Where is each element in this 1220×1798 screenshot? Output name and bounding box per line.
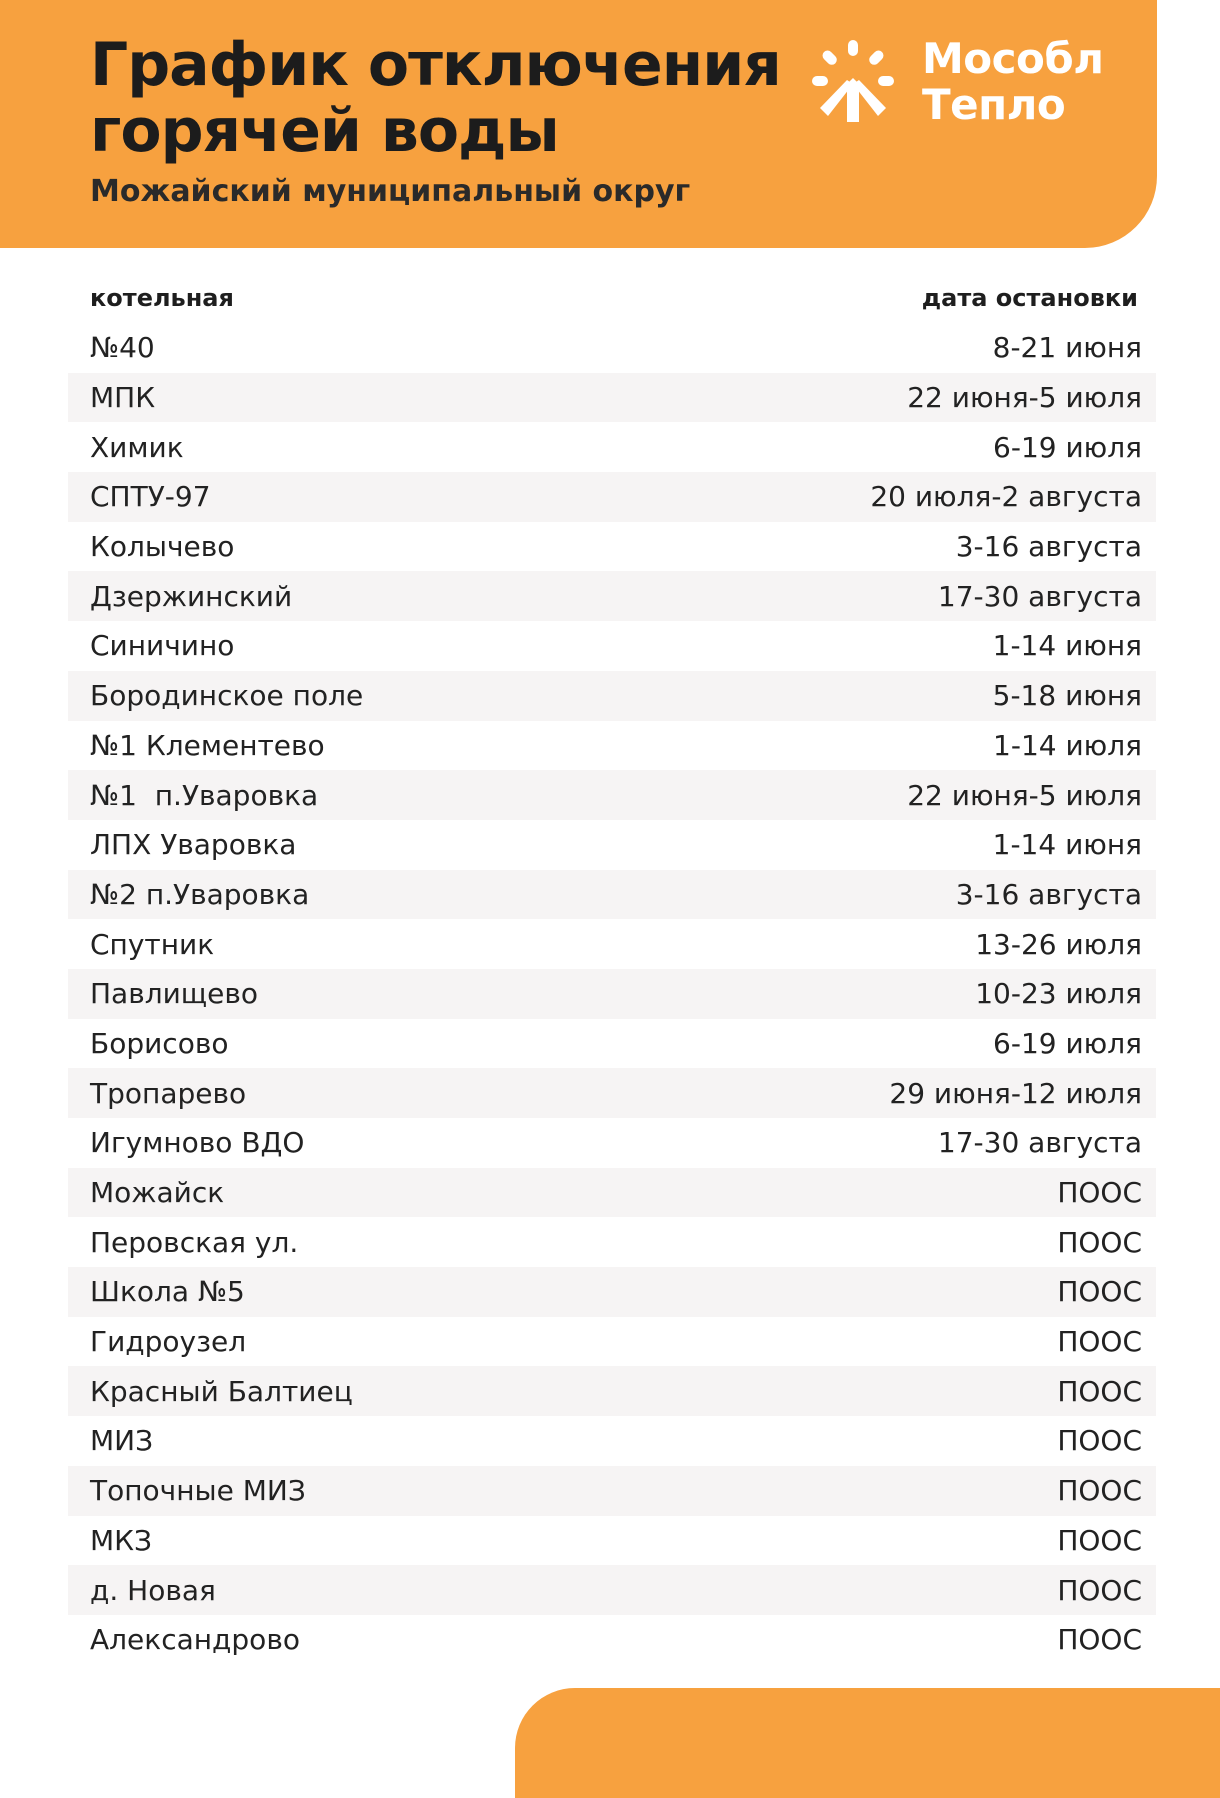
table-row: [68, 1366, 1156, 1416]
column-header-boiler: котельная: [90, 284, 234, 312]
table-row: [68, 1068, 1156, 1118]
table-row: [68, 1615, 1156, 1665]
stop-date: 1-14 июля: [993, 728, 1142, 762]
stop-date: 8-21 июня: [992, 331, 1142, 365]
boiler-name: Павлищево: [90, 977, 259, 1011]
stop-date: 17-30 августа: [937, 579, 1142, 613]
boiler-name: Школа №5: [90, 1275, 245, 1309]
stop-date: ПООС: [1057, 1523, 1142, 1557]
boiler-name: Красный Балтиец: [90, 1374, 353, 1408]
boiler-name: Игумново ВДО: [90, 1126, 305, 1160]
table-header: [68, 273, 1156, 323]
boiler-name: Синичино: [90, 629, 235, 663]
table-row: [68, 1168, 1156, 1218]
boiler-name: СПТУ-97: [90, 480, 211, 514]
stop-date: ПООС: [1057, 1424, 1142, 1458]
boiler-name: №1 п.Уваровка: [90, 778, 319, 812]
footer-decoration: [515, 1688, 1220, 1798]
stop-date: 13-26 июля: [975, 927, 1142, 961]
table-row: [68, 820, 1156, 870]
boiler-name: МПК: [90, 381, 156, 415]
table-row: [68, 1019, 1156, 1069]
stop-date: 1-14 июня: [992, 828, 1142, 862]
table-row: [68, 1317, 1156, 1367]
stop-date: 5-18 июня: [992, 679, 1142, 713]
stop-date: ПООС: [1057, 1325, 1142, 1359]
stop-date: ПООС: [1057, 1275, 1142, 1309]
boiler-name: МКЗ: [90, 1523, 152, 1557]
table-row: [68, 1118, 1156, 1168]
brand-logo-line-2: Тепло: [922, 80, 1066, 129]
stop-date: ПООС: [1057, 1573, 1142, 1607]
boiler-name: д. Новая: [90, 1573, 216, 1607]
stop-date: 6-19 июля: [993, 1026, 1142, 1060]
stop-date: 22 июня-5 июля: [907, 778, 1142, 812]
table-row: [68, 1466, 1156, 1516]
boiler-name: Гидроузел: [90, 1325, 247, 1359]
boiler-name: Топочные МИЗ: [90, 1474, 306, 1508]
boiler-name: Тропарево: [90, 1076, 247, 1110]
table-row: [68, 522, 1156, 572]
boiler-name: Бородинское поле: [90, 679, 364, 713]
brand-logo-text: [922, 36, 1104, 128]
table-row: [68, 870, 1156, 920]
header-banner: [0, 0, 1157, 248]
stop-date: ПООС: [1057, 1176, 1142, 1210]
boiler-name: Александрово: [90, 1623, 300, 1657]
table-row: [68, 671, 1156, 721]
table-row: [68, 1565, 1156, 1615]
boiler-name: Можайск: [90, 1176, 225, 1210]
page-title-line-2: горячей воды: [90, 96, 559, 166]
boiler-name: №1 Клементево: [90, 728, 325, 762]
boiler-name: №2 п.Уваровка: [90, 877, 310, 911]
table-row: [68, 1416, 1156, 1466]
sunburst-logo-icon: [810, 38, 896, 124]
stop-date: 20 июля-2 августа: [870, 480, 1142, 514]
stop-date: 29 июня-12 июля: [889, 1076, 1142, 1110]
boiler-name: МИЗ: [90, 1424, 154, 1458]
table-row: [68, 969, 1156, 1019]
table-body: [68, 323, 1156, 1665]
schedule-table: [68, 273, 1156, 1665]
boiler-name: №40: [90, 331, 155, 365]
stop-date: ПООС: [1057, 1225, 1142, 1259]
page-title-line-1: График отключения: [90, 30, 781, 100]
brand-logo-line-1: Мособл: [922, 34, 1104, 83]
table-row: [68, 919, 1156, 969]
table-row: [68, 571, 1156, 621]
boiler-name: Борисово: [90, 1026, 229, 1060]
stop-date: ПООС: [1057, 1623, 1142, 1657]
table-row: [68, 472, 1156, 522]
table-row: [68, 422, 1156, 472]
column-header-date: дата остановки: [921, 284, 1138, 312]
table-row: [68, 1217, 1156, 1267]
page-subtitle: Можайский муниципальный округ: [90, 174, 691, 209]
brand-logo: [810, 34, 1110, 129]
table-row: [68, 621, 1156, 671]
boiler-name: Дзержинский: [90, 579, 293, 613]
boiler-name: Спутник: [90, 927, 215, 961]
page-title: [90, 32, 781, 164]
table-row: [68, 1516, 1156, 1566]
table-row: [68, 323, 1156, 373]
stop-date: 1-14 июня: [992, 629, 1142, 663]
boiler-name: Колычево: [90, 530, 235, 564]
table-row: [68, 721, 1156, 771]
stop-date: 17-30 августа: [937, 1126, 1142, 1160]
stop-date: 3-16 августа: [955, 877, 1142, 911]
boiler-name: Перовская ул.: [90, 1225, 299, 1259]
boiler-name: Химик: [90, 430, 184, 464]
stop-date: 3-16 августа: [955, 530, 1142, 564]
stop-date: 6-19 июля: [993, 430, 1142, 464]
stop-date: 10-23 июля: [975, 977, 1142, 1011]
stop-date: 22 июня-5 июля: [907, 381, 1142, 415]
table-row: [68, 1267, 1156, 1317]
stop-date: ПООС: [1057, 1374, 1142, 1408]
boiler-name: ЛПХ Уваровка: [90, 828, 297, 862]
table-row: [68, 770, 1156, 820]
stop-date: ПООС: [1057, 1474, 1142, 1508]
table-row: [68, 373, 1156, 423]
